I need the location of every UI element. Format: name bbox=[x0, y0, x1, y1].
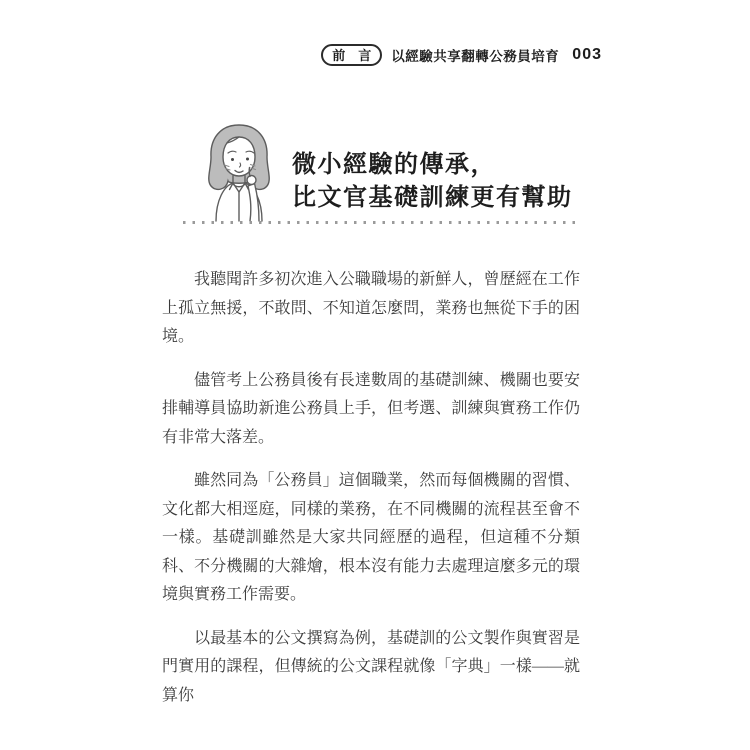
chapter-title-line2: 比文官基礎訓練更有幫助 bbox=[292, 184, 573, 211]
dotted-divider bbox=[183, 221, 577, 224]
paragraph: 以最基本的公文撰寫為例，基礎訓的公文製作與實習是門實用的課程，但傳統的公文課程就像「字典」一樣——就算你 bbox=[162, 629, 580, 704]
woman-sketch-icon bbox=[198, 122, 282, 222]
page-number: 003 bbox=[572, 46, 602, 63]
chapter-title bbox=[292, 148, 573, 214]
thinking-woman-illustration bbox=[198, 122, 282, 222]
section-badge bbox=[321, 44, 382, 66]
paragraph: 我聽聞許多初次進入公職職場的新鮮人，曾歷經在工作上孤立無援，不敢問、不知道怎麼問，業務也無從下手的困境。 bbox=[162, 271, 580, 345]
section-badge-label: 前 言 bbox=[332, 47, 372, 63]
paragraph: 雖然同為「公務員」這個職業，然而每個機關的習慣、文化都大相逕庭，同樣的業務，在不同機關的流程甚至會不一樣。基礎訓雖然是大家共同經歷的過程，但這種不分類科、不分機關的大雜燴，根本沒有能力去處理這麼多元的環境與實務工作需要。 bbox=[162, 472, 580, 603]
running-title: 以經驗共享翻轉公務員培育 bbox=[391, 49, 560, 64]
body-text bbox=[162, 266, 580, 725]
paragraph: 儘管考上公務員後有長達數周的基礎訓練、機關也要安排輔導員協助新進公務員上手，但考選、訓練與實務工作仍有非常大落差。 bbox=[162, 371, 580, 446]
page-header bbox=[0, 44, 602, 66]
chapter-head bbox=[198, 122, 573, 222]
chapter-title-line1: 微小經驗的傳承， bbox=[292, 151, 496, 178]
